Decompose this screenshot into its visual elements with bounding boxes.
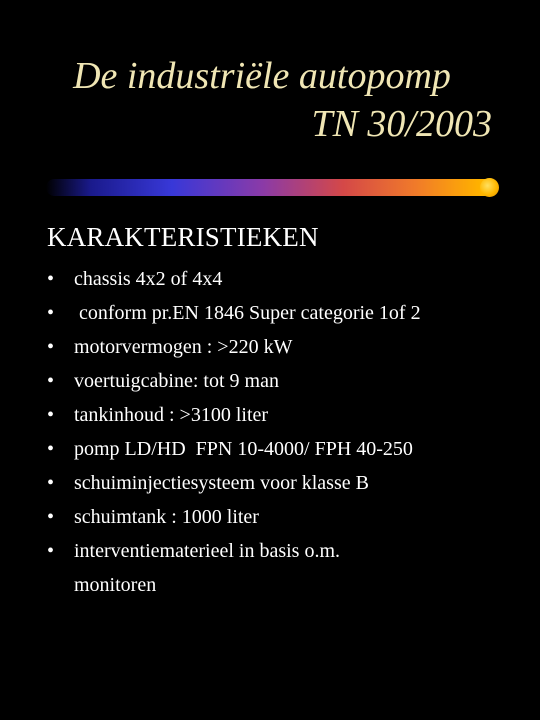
bullet-icon: • — [47, 336, 55, 358]
list-item — [47, 364, 421, 398]
list-item-text-continuation: monitoren — [74, 574, 157, 596]
bullet-icon: • — [47, 540, 55, 562]
bullet-icon: • — [47, 302, 55, 324]
list-item — [47, 296, 421, 330]
list-item — [47, 330, 421, 364]
list-item-text: pomp LD/HD FPN 10-4000/ FPH 40-250 — [74, 438, 413, 460]
list-item — [47, 432, 421, 466]
slide-title — [32, 52, 492, 148]
list-item — [47, 398, 421, 432]
list-item — [47, 500, 421, 534]
list-item-text: conform pr.EN 1846 Super categorie 1of 2 — [74, 302, 421, 324]
list-item-text: schuiminjectiesysteem voor klasse B — [74, 472, 369, 494]
decorative-gradient-bar — [46, 179, 496, 196]
list-item-text: motorvermogen : >220 kW — [74, 336, 293, 358]
list-item-text: schuimtank : 1000 liter — [74, 506, 259, 528]
bullet-icon: • — [47, 404, 55, 426]
section-heading: KARAKTERISTIEKEN — [47, 222, 319, 252]
list-item-text: chassis 4x2 of 4x4 — [74, 268, 223, 290]
bullet-icon: • — [47, 268, 55, 290]
bullet-icon: • — [47, 506, 55, 528]
bullet-icon: • — [47, 438, 55, 460]
bar-end-cap — [480, 178, 499, 197]
list-item-text: tankinhoud : >3100 liter — [74, 404, 269, 426]
bullet-list — [47, 262, 421, 602]
title-line-2: TN 30/2003 — [311, 103, 492, 145]
bullet-icon: • — [47, 472, 55, 494]
list-item-text: interventiematerieel in basis o.m. — [74, 540, 341, 562]
list-item — [47, 466, 421, 500]
bullet-icon: • — [47, 370, 55, 392]
title-line-1: De industriële autopomp — [73, 55, 451, 97]
list-item — [47, 262, 421, 296]
list-item-text: voertuigcabine: tot 9 man — [74, 370, 279, 392]
list-item — [47, 534, 421, 602]
